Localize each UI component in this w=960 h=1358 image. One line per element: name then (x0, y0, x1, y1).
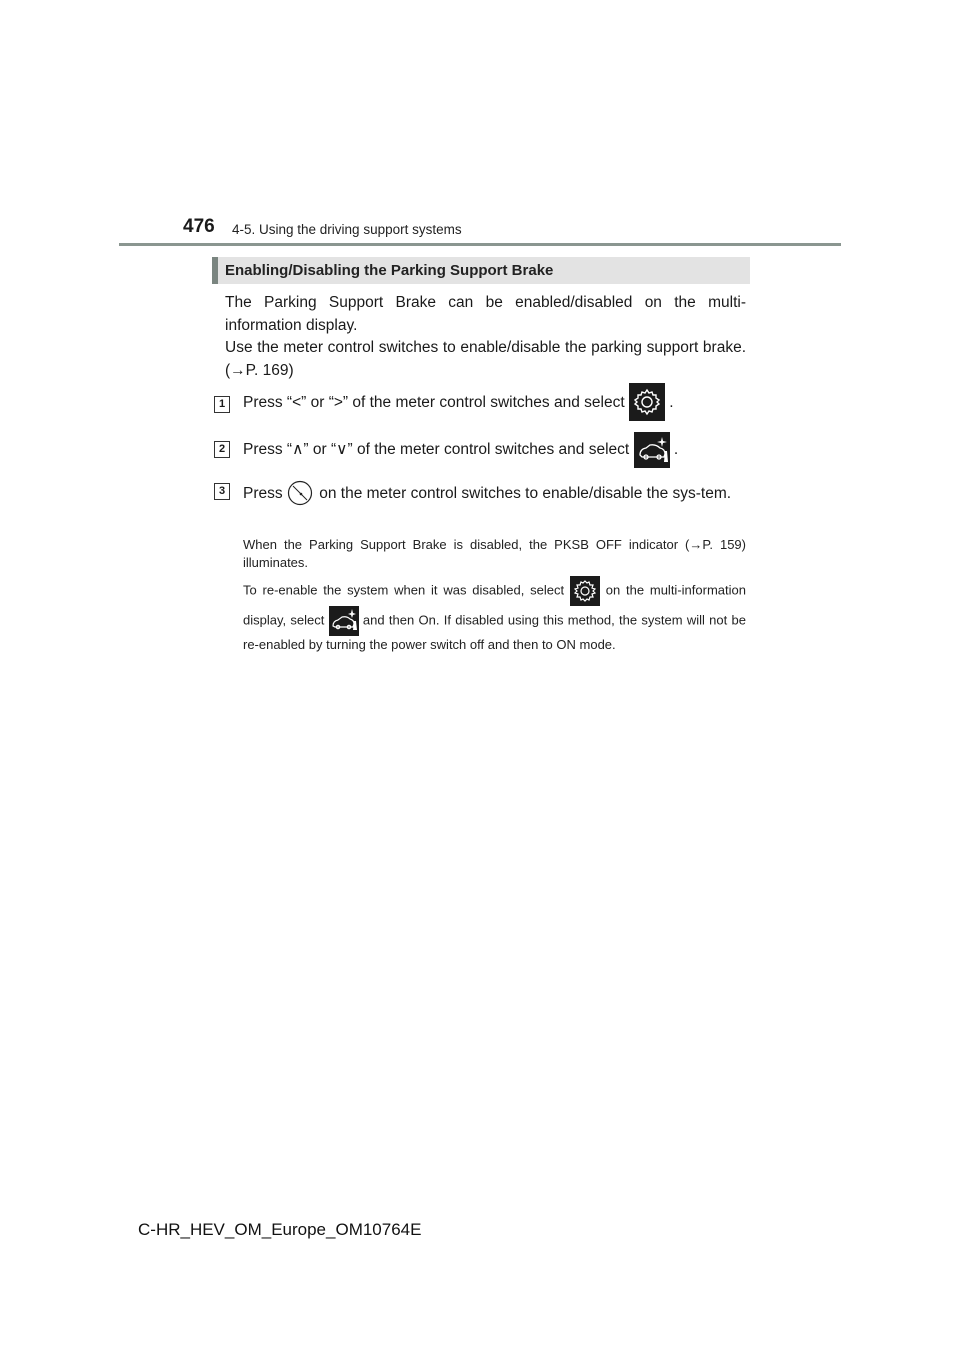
step-1 (243, 384, 748, 422)
settings-gear-icon (629, 383, 665, 421)
step-3-tail: on the meter control switches to enable/disable the sys-tem. (319, 485, 732, 503)
step-number-1: 1 (214, 396, 230, 413)
note-1-text: When the Parking Support Brake is disabled, the PKSB OFF indicator (→P. 159) illuminates. (243, 537, 746, 570)
ok-switch-icon (287, 480, 315, 508)
note-2-part-b: on the multi-information display, select (243, 582, 746, 628)
intro-line-2: Use the meter control switches to enable/disable the parking support brake. (→P. 169) (225, 339, 746, 379)
step-3-text: Press (243, 485, 283, 503)
vehicle-alert-icon (634, 432, 670, 468)
note-pksb-indicator (243, 536, 746, 572)
step-1-text: Press “<” or “>” of the meter control switches and select (243, 394, 625, 412)
document-code-footer: C-HR_HEV_OM_Europe_OM10764E (138, 1220, 422, 1239)
heading-accent (212, 257, 218, 284)
settings-gear-icon (570, 576, 600, 606)
intro-paragraph (225, 292, 746, 382)
step-number-3: 3 (214, 483, 230, 500)
step-2 (243, 432, 748, 468)
section-heading-bar (212, 257, 750, 284)
section-heading: Enabling/Disabling the Parking Support Brake (225, 262, 554, 279)
note-2-part-c: and then On. If disabled using this method, the system will not be re-enabled by turning the power switch off and then to ON mode. (243, 612, 746, 652)
section-title: 4-5. Using the driving support systems (232, 222, 462, 237)
vehicle-alert-icon (329, 606, 359, 636)
header-divider (119, 243, 841, 246)
page-number: 476 (183, 216, 215, 237)
intro-line-1: The Parking Support Brake can be enabled/disabled on the multi-information display. (225, 294, 746, 334)
step-1-tail: . (669, 394, 674, 412)
note-re-enable (243, 576, 746, 654)
step-3 (243, 480, 748, 508)
step-2-text: Press “∧” or “∨” of the meter control switches and select (243, 441, 630, 459)
step-number-2: 2 (214, 441, 230, 458)
note-2-part-a: To re-enable the system when it was disabled, select (243, 582, 565, 598)
step-2-tail: . (673, 441, 679, 459)
note-2 (243, 576, 746, 654)
